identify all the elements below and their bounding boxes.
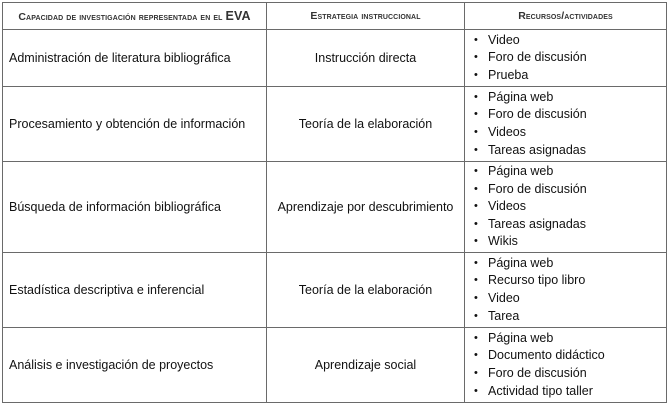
recursos-list	[465, 89, 666, 159]
bullet-icon: •	[474, 33, 478, 46]
bullet-icon: •	[474, 182, 478, 195]
estrategia-cell: Teoría de la elaboración	[267, 253, 465, 328]
bullet-icon: •	[474, 367, 478, 379]
recurso-label: Wikis	[488, 234, 518, 249]
bullet-icon: •	[474, 331, 478, 344]
capacidad-cell: Estadística descriptiva e inferencial	[3, 253, 267, 328]
list-item	[465, 290, 666, 308]
bullet-icon: •	[474, 90, 478, 103]
header-recursos: Recursos/actividades	[465, 3, 667, 30]
list-item	[465, 32, 666, 50]
recurso-label: Actividad tipo taller	[488, 383, 593, 398]
list-item	[465, 67, 666, 85]
recursos-cell	[465, 328, 667, 403]
recurso-label: Documento didáctico	[488, 348, 605, 363]
capacidad-cell: Procesamiento y obtención de información	[3, 87, 267, 162]
bullet-icon: •	[474, 68, 478, 81]
recurso-label: Video	[488, 32, 520, 47]
header-capacidad-eva: EVA	[225, 9, 251, 23]
bullet-icon: •	[474, 292, 478, 304]
recursos-list	[465, 255, 666, 325]
recurso-label: Página web	[488, 164, 554, 179]
recurso-label: Videos	[488, 199, 526, 214]
list-item	[465, 49, 666, 67]
estrategia-cell: Instrucción directa	[267, 30, 465, 87]
bullet-icon: •	[474, 384, 478, 397]
bullet-icon: •	[474, 200, 478, 213]
list-item	[465, 106, 666, 124]
header-capacidad-text: Capacidad de investigación representada en el	[18, 11, 223, 23]
bullet-icon: •	[474, 274, 478, 287]
recurso-label: Foro de discusión	[488, 107, 587, 122]
list-item	[465, 330, 666, 348]
table-row	[3, 162, 667, 253]
bullet-icon: •	[474, 51, 478, 64]
recurso-label: Foro de discusión	[488, 181, 587, 196]
recursos-list	[465, 32, 666, 85]
recurso-label: Prueba	[488, 67, 529, 82]
recurso-label: Tareas asignadas	[488, 142, 586, 157]
list-item	[465, 198, 666, 216]
recurso-label: Foro de discusión	[488, 366, 587, 380]
list-item	[465, 308, 666, 326]
header-estrategia: Estrategia instruccional	[267, 3, 465, 30]
list-item	[465, 255, 666, 273]
bullet-icon: •	[474, 349, 478, 362]
capacidad-cell: Administración de literatura bibliográfica	[3, 30, 267, 87]
recursos-cell	[465, 87, 667, 162]
recurso-label: Página web	[488, 330, 554, 345]
list-item	[465, 347, 666, 365]
table-body	[3, 30, 667, 403]
bullet-icon: •	[474, 126, 478, 138]
list-item	[465, 216, 666, 234]
bullet-icon: •	[474, 165, 478, 178]
list-item	[465, 272, 666, 290]
recurso-label: Página web	[488, 255, 554, 270]
table-row	[3, 30, 667, 87]
capacidad-cell: Análisis e investigación de proyectos	[3, 328, 267, 403]
recurso-label: Videos	[488, 125, 526, 139]
recurso-label: Video	[488, 291, 520, 305]
header-capacidad	[3, 3, 267, 30]
list-item	[465, 142, 666, 160]
recursos-cell	[465, 30, 667, 87]
recursos-cell	[465, 162, 667, 253]
list-item	[465, 233, 666, 251]
list-item	[465, 383, 666, 401]
header-row	[3, 3, 667, 30]
list-item	[465, 124, 666, 142]
table-row	[3, 328, 667, 403]
table-row	[3, 253, 667, 328]
table-header	[3, 3, 667, 30]
table-row	[3, 87, 667, 162]
recurso-label: Foro de discusión	[488, 50, 587, 65]
bullet-icon: •	[474, 217, 478, 230]
list-item	[465, 365, 666, 383]
recursos-list	[465, 330, 666, 400]
resources-table	[2, 2, 667, 403]
bullet-icon: •	[474, 309, 478, 322]
bullet-icon: •	[474, 256, 478, 269]
list-item	[465, 181, 666, 199]
recurso-label: Tarea	[488, 308, 520, 323]
bullet-icon: •	[474, 108, 478, 121]
recurso-label: Recurso tipo libro	[488, 273, 586, 288]
estrategia-cell: Aprendizaje social	[267, 328, 465, 403]
bullet-icon: •	[474, 143, 478, 156]
recursos-cell	[465, 253, 667, 328]
recursos-list	[465, 163, 666, 251]
estrategia-cell: Teoría de la elaboración	[267, 87, 465, 162]
list-item	[465, 89, 666, 107]
estrategia-cell: Aprendizaje por descubrimiento	[267, 162, 465, 253]
resources-table-container	[2, 2, 666, 403]
bullet-icon: •	[474, 235, 478, 248]
list-item	[465, 163, 666, 181]
recurso-label: Tareas asignadas	[488, 216, 586, 231]
capacidad-cell: Búsqueda de información bibliográfica	[3, 162, 267, 253]
recurso-label: Página web	[488, 89, 554, 104]
